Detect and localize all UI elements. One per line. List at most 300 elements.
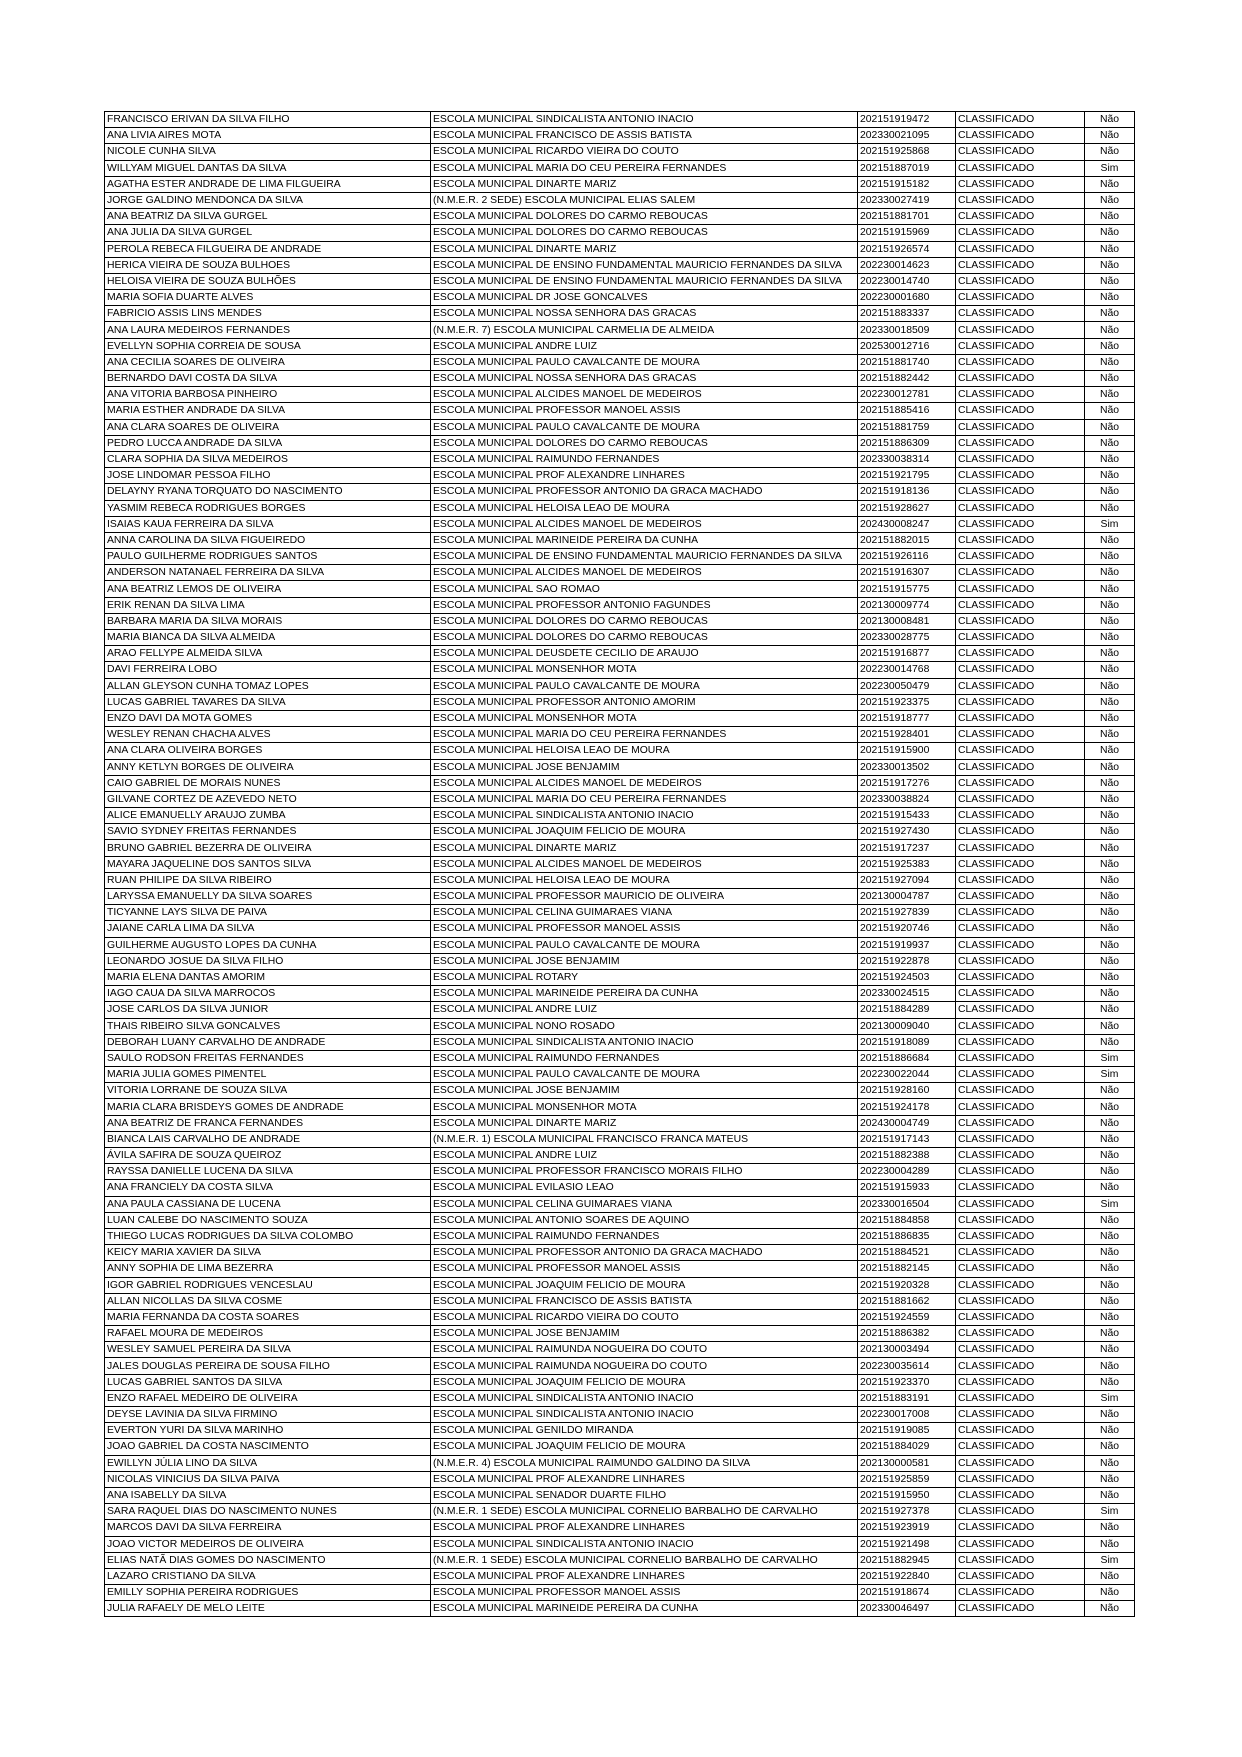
flag-cell: Não bbox=[1085, 791, 1135, 807]
flag-cell: Não bbox=[1085, 419, 1135, 435]
school-name-cell: ESCOLA MUNICIPAL PROF ALEXANDRE LINHARES bbox=[431, 1568, 858, 1584]
student-name-cell: RAFAEL MOURA DE MEDEIROS bbox=[105, 1326, 431, 1342]
registration-number-cell: 202230022044 bbox=[858, 1067, 956, 1083]
status-cell: CLASSIFICADO bbox=[956, 1212, 1085, 1228]
school-name-cell: ESCOLA MUNICIPAL PROFESSOR MAURICIO DE OLIVEIRA bbox=[431, 889, 858, 905]
student-name-cell: CAIO GABRIEL DE MORAIS NUNES bbox=[105, 775, 431, 791]
status-cell: CLASSIFICADO bbox=[956, 1601, 1085, 1617]
school-name-cell: ESCOLA MUNICIPAL DE ENSINO FUNDAMENTAL MAURICIO FERNANDES DA SILVA bbox=[431, 273, 858, 289]
school-name-cell: ESCOLA MUNICIPAL PAULO CAVALCANTE DE MOURA bbox=[431, 419, 858, 435]
school-name-cell: ESCOLA MUNICIPAL CELINA GUIMARAES VIANA bbox=[431, 905, 858, 921]
registration-number-cell: 202151920746 bbox=[858, 921, 956, 937]
status-cell: CLASSIFICADO bbox=[956, 1471, 1085, 1487]
table-row bbox=[105, 532, 1135, 548]
registration-number-cell: 202151884521 bbox=[858, 1245, 956, 1261]
status-cell: CLASSIFICADO bbox=[956, 192, 1085, 208]
student-name-cell: ALLAN GLEYSON CUNHA TOMAZ LOPES bbox=[105, 678, 431, 694]
school-name-cell: ESCOLA MUNICIPAL RAIMUNDO FERNANDES bbox=[431, 451, 858, 467]
table-row bbox=[105, 905, 1135, 921]
student-name-cell: DEBORAH LUANY CARVALHO DE ANDRADE bbox=[105, 1034, 431, 1050]
student-name-cell: ALLAN NICOLLAS DA SILVA COSME bbox=[105, 1293, 431, 1309]
classification-table bbox=[104, 111, 1135, 1617]
student-name-cell: EVELLYN SOPHIA CORREIA DE SOUSA bbox=[105, 338, 431, 354]
flag-cell: Não bbox=[1085, 144, 1135, 160]
table-row bbox=[105, 630, 1135, 646]
school-name-cell: ESCOLA MUNICIPAL NONO ROSADO bbox=[431, 1018, 858, 1034]
student-name-cell: ENZO RAFAEL MEDEIRO DE OLIVEIRA bbox=[105, 1390, 431, 1406]
student-name-cell: JALES DOUGLAS PEREIRA DE SOUSA FILHO bbox=[105, 1358, 431, 1374]
school-name-cell: ESCOLA MUNICIPAL RAIMUNDA NOGUEIRA DO COUTO bbox=[431, 1342, 858, 1358]
student-name-cell: HELOISA VIEIRA DE SOUZA BULHÕES bbox=[105, 273, 431, 289]
school-name-cell: ESCOLA MUNICIPAL NOSSA SENHORA DAS GRACAS bbox=[431, 371, 858, 387]
status-cell: CLASSIFICADO bbox=[956, 306, 1085, 322]
school-name-cell: ESCOLA MUNICIPAL DR JOSE GONCALVES bbox=[431, 290, 858, 306]
student-name-cell: LUAN CALEBE DO NASCIMENTO SOUZA bbox=[105, 1212, 431, 1228]
registration-number-cell: 202151921498 bbox=[858, 1536, 956, 1552]
status-cell: CLASSIFICADO bbox=[956, 209, 1085, 225]
registration-number-cell: 202151886835 bbox=[858, 1228, 956, 1244]
status-cell: CLASSIFICADO bbox=[956, 484, 1085, 500]
flag-cell: Não bbox=[1085, 403, 1135, 419]
status-cell: CLASSIFICADO bbox=[956, 516, 1085, 532]
status-cell: CLASSIFICADO bbox=[956, 225, 1085, 241]
flag-cell: Não bbox=[1085, 694, 1135, 710]
flag-cell: Não bbox=[1085, 1083, 1135, 1099]
student-name-cell: LEONARDO JOSUE DA SILVA FILHO bbox=[105, 953, 431, 969]
status-cell: CLASSIFICADO bbox=[956, 759, 1085, 775]
flag-cell: Sim bbox=[1085, 1390, 1135, 1406]
student-name-cell: WESLEY RENAN CHACHA ALVES bbox=[105, 727, 431, 743]
registration-number-cell: 202151918136 bbox=[858, 484, 956, 500]
registration-number-cell: 202151885416 bbox=[858, 403, 956, 419]
registration-number-cell: 202151925383 bbox=[858, 856, 956, 872]
school-name-cell: (N.M.E.R. 2 SEDE) ESCOLA MUNICIPAL ELIAS SALEM bbox=[431, 192, 858, 208]
flag-cell: Não bbox=[1085, 597, 1135, 613]
status-cell: CLASSIFICADO bbox=[956, 1067, 1085, 1083]
table-row bbox=[105, 1050, 1135, 1066]
student-name-cell: RUAN PHILIPE DA SILVA RIBEIRO bbox=[105, 872, 431, 888]
registration-number-cell: 202230017008 bbox=[858, 1407, 956, 1423]
status-cell: CLASSIFICADO bbox=[956, 1164, 1085, 1180]
table-row bbox=[105, 743, 1135, 759]
student-name-cell: EWILLYN JÚLIA LINO DA SILVA bbox=[105, 1455, 431, 1471]
flag-cell: Sim bbox=[1085, 1050, 1135, 1066]
student-name-cell: JORGE GALDINO MENDONCA DA SILVA bbox=[105, 192, 431, 208]
registration-number-cell: 202151916877 bbox=[858, 646, 956, 662]
school-name-cell: ESCOLA MUNICIPAL ALCIDES MANOEL DE MEDEIROS bbox=[431, 516, 858, 532]
student-name-cell: EMILLY SOPHIA PEREIRA RODRIGUES bbox=[105, 1585, 431, 1601]
school-name-cell: ESCOLA MUNICIPAL MARINEIDE PEREIRA DA CUNHA bbox=[431, 532, 858, 548]
student-name-cell: ANA BEATRIZ LEMOS DE OLIVEIRA bbox=[105, 581, 431, 597]
flag-cell: Não bbox=[1085, 1115, 1135, 1131]
flag-cell: Não bbox=[1085, 257, 1135, 273]
registration-number-cell: 202151886309 bbox=[858, 435, 956, 451]
table-row bbox=[105, 144, 1135, 160]
student-name-cell: DEYSE LAVINIA DA SILVA FIRMINO bbox=[105, 1407, 431, 1423]
table-row bbox=[105, 759, 1135, 775]
flag-cell: Não bbox=[1085, 872, 1135, 888]
registration-number-cell: 202151925859 bbox=[858, 1471, 956, 1487]
flag-cell: Não bbox=[1085, 451, 1135, 467]
status-cell: CLASSIFICADO bbox=[956, 662, 1085, 678]
school-name-cell: ESCOLA MUNICIPAL DINARTE MARIZ bbox=[431, 176, 858, 192]
flag-cell: Não bbox=[1085, 1018, 1135, 1034]
student-name-cell: FRANCISCO ERIVAN DA SILVA FILHO bbox=[105, 112, 431, 128]
student-name-cell: THAIS RIBEIRO SILVA GONCALVES bbox=[105, 1018, 431, 1034]
student-name-cell: ISAIAS KAUA FERREIRA DA SILVA bbox=[105, 516, 431, 532]
student-name-cell: ANDERSON NATANAEL FERREIRA DA SILVA bbox=[105, 565, 431, 581]
table-row bbox=[105, 1002, 1135, 1018]
status-cell: CLASSIFICADO bbox=[956, 791, 1085, 807]
table-row bbox=[105, 986, 1135, 1002]
school-name-cell: ESCOLA MUNICIPAL JOAQUIM FELICIO DE MOURA bbox=[431, 1277, 858, 1293]
status-cell: CLASSIFICADO bbox=[956, 565, 1085, 581]
registration-number-cell: 202151883337 bbox=[858, 306, 956, 322]
status-cell: CLASSIFICADO bbox=[956, 435, 1085, 451]
flag-cell: Não bbox=[1085, 468, 1135, 484]
table-row bbox=[105, 710, 1135, 726]
registration-number-cell: 202330038314 bbox=[858, 451, 956, 467]
table-row bbox=[105, 678, 1135, 694]
student-name-cell: SAULO RODSON FREITAS FERNANDES bbox=[105, 1050, 431, 1066]
school-name-cell: ESCOLA MUNICIPAL JOAQUIM FELICIO DE MOURA bbox=[431, 1439, 858, 1455]
student-name-cell: JOSE LINDOMAR PESSOA FILHO bbox=[105, 468, 431, 484]
school-name-cell: ESCOLA MUNICIPAL RAIMUNDO FERNANDES bbox=[431, 1050, 858, 1066]
flag-cell: Não bbox=[1085, 1601, 1135, 1617]
flag-cell: Não bbox=[1085, 532, 1135, 548]
registration-number-cell: 202151928160 bbox=[858, 1083, 956, 1099]
student-name-cell: AGATHA ESTER ANDRADE DE LIMA FILGUEIRA bbox=[105, 176, 431, 192]
school-name-cell: ESCOLA MUNICIPAL SENADOR DUARTE FILHO bbox=[431, 1487, 858, 1503]
student-name-cell: ÁVILA SAFIRA DE SOUZA QUEIROZ bbox=[105, 1148, 431, 1164]
student-name-cell: ANA BEATRIZ DA SILVA GURGEL bbox=[105, 209, 431, 225]
school-name-cell: ESCOLA MUNICIPAL PROFESSOR MANOEL ASSIS bbox=[431, 1261, 858, 1277]
table-row bbox=[105, 257, 1135, 273]
table-row bbox=[105, 322, 1135, 338]
table-row bbox=[105, 824, 1135, 840]
school-name-cell: ESCOLA MUNICIPAL SINDICALISTA ANTONIO INACIO bbox=[431, 1034, 858, 1050]
table-row bbox=[105, 969, 1135, 985]
table-row bbox=[105, 1423, 1135, 1439]
school-name-cell: ESCOLA MUNICIPAL DOLORES DO CARMO REBOUCAS bbox=[431, 225, 858, 241]
table-row bbox=[105, 419, 1135, 435]
table-row bbox=[105, 840, 1135, 856]
school-name-cell: ESCOLA MUNICIPAL MONSENHOR MOTA bbox=[431, 662, 858, 678]
registration-number-cell: 202151882442 bbox=[858, 371, 956, 387]
flag-cell: Não bbox=[1085, 1293, 1135, 1309]
flag-cell: Não bbox=[1085, 1099, 1135, 1115]
registration-number-cell: 202151922840 bbox=[858, 1568, 956, 1584]
flag-cell: Não bbox=[1085, 1261, 1135, 1277]
table-row bbox=[105, 1601, 1135, 1617]
student-name-cell: VITORIA LORRANE DE SOUZA SILVA bbox=[105, 1083, 431, 1099]
table-row bbox=[105, 1164, 1135, 1180]
student-name-cell: ENZO DAVI DA MOTA GOMES bbox=[105, 710, 431, 726]
table-row bbox=[105, 1277, 1135, 1293]
registration-number-cell: 202151916307 bbox=[858, 565, 956, 581]
status-cell: CLASSIFICADO bbox=[956, 451, 1085, 467]
school-name-cell: ESCOLA MUNICIPAL ANDRE LUIZ bbox=[431, 338, 858, 354]
registration-number-cell: 202151922878 bbox=[858, 953, 956, 969]
school-name-cell: ESCOLA MUNICIPAL SINDICALISTA ANTONIO INACIO bbox=[431, 112, 858, 128]
status-cell: CLASSIFICADO bbox=[956, 1083, 1085, 1099]
status-cell: CLASSIFICADO bbox=[956, 808, 1085, 824]
school-name-cell: ESCOLA MUNICIPAL PAULO CAVALCANTE DE MOURA bbox=[431, 937, 858, 953]
registration-number-cell: 202151915900 bbox=[858, 743, 956, 759]
school-name-cell: ESCOLA MUNICIPAL ALCIDES MANOEL DE MEDEIROS bbox=[431, 565, 858, 581]
registration-number-cell: 202151884029 bbox=[858, 1439, 956, 1455]
school-name-cell: (N.M.E.R. 1 SEDE) ESCOLA MUNICIPAL CORNELIO BARBALHO DE CARVALHO bbox=[431, 1552, 858, 1568]
registration-number-cell: 202151927094 bbox=[858, 872, 956, 888]
student-name-cell: MARIA JULIA GOMES PIMENTEL bbox=[105, 1067, 431, 1083]
student-name-cell: SARA RAQUEL DIAS DO NASCIMENTO NUNES bbox=[105, 1504, 431, 1520]
student-name-cell: ANA ISABELLY DA SILVA bbox=[105, 1487, 431, 1503]
table-row bbox=[105, 387, 1135, 403]
table-row bbox=[105, 1212, 1135, 1228]
flag-cell: Não bbox=[1085, 354, 1135, 370]
status-cell: CLASSIFICADO bbox=[956, 1277, 1085, 1293]
flag-cell: Não bbox=[1085, 937, 1135, 953]
student-name-cell: BIANCA LAIS CARVALHO DE ANDRADE bbox=[105, 1131, 431, 1147]
school-name-cell: ESCOLA MUNICIPAL SINDICALISTA ANTONIO INACIO bbox=[431, 1407, 858, 1423]
student-name-cell: IGOR GABRIEL RODRIGUES VENCESLAU bbox=[105, 1277, 431, 1293]
registration-number-cell: 202151918674 bbox=[858, 1585, 956, 1601]
table-row bbox=[105, 1390, 1135, 1406]
status-cell: CLASSIFICADO bbox=[956, 1131, 1085, 1147]
table-row bbox=[105, 500, 1135, 516]
flag-cell: Não bbox=[1085, 225, 1135, 241]
school-name-cell: ESCOLA MUNICIPAL HELOISA LEAO DE MOURA bbox=[431, 872, 858, 888]
school-name-cell: ESCOLA MUNICIPAL PROF ALEXANDRE LINHARES bbox=[431, 468, 858, 484]
student-name-cell: MARIA ELENA DANTAS AMORIM bbox=[105, 969, 431, 985]
student-name-cell: LUCAS GABRIEL TAVARES DA SILVA bbox=[105, 694, 431, 710]
school-name-cell: ESCOLA MUNICIPAL RAIMUNDA NOGUEIRA DO COUTO bbox=[431, 1358, 858, 1374]
flag-cell: Não bbox=[1085, 759, 1135, 775]
flag-cell: Não bbox=[1085, 840, 1135, 856]
flag-cell: Não bbox=[1085, 986, 1135, 1002]
table-row bbox=[105, 1439, 1135, 1455]
table-row bbox=[105, 1148, 1135, 1164]
flag-cell: Não bbox=[1085, 969, 1135, 985]
registration-number-cell: 202151887019 bbox=[858, 160, 956, 176]
registration-number-cell: 202230001680 bbox=[858, 290, 956, 306]
student-name-cell: ANA LAURA MEDEIROS FERNANDES bbox=[105, 322, 431, 338]
status-cell: CLASSIFICADO bbox=[956, 144, 1085, 160]
table-row bbox=[105, 1455, 1135, 1471]
status-cell: CLASSIFICADO bbox=[956, 986, 1085, 1002]
table-row bbox=[105, 306, 1135, 322]
table-row bbox=[105, 565, 1135, 581]
table-row bbox=[105, 1568, 1135, 1584]
school-name-cell: ESCOLA MUNICIPAL PROFESSOR MANOEL ASSIS bbox=[431, 921, 858, 937]
flag-cell: Não bbox=[1085, 387, 1135, 403]
school-name-cell: ESCOLA MUNICIPAL PROF ALEXANDRE LINHARES bbox=[431, 1471, 858, 1487]
table-row bbox=[105, 727, 1135, 743]
table-row bbox=[105, 1115, 1135, 1131]
table-row bbox=[105, 112, 1135, 128]
registration-number-cell: 202151927430 bbox=[858, 824, 956, 840]
school-name-cell: ESCOLA MUNICIPAL PROFESSOR ANTONIO FAGUNDES bbox=[431, 597, 858, 613]
registration-number-cell: 202151927378 bbox=[858, 1504, 956, 1520]
student-name-cell: BERNARDO DAVI COSTA DA SILVA bbox=[105, 371, 431, 387]
school-name-cell: ESCOLA MUNICIPAL FRANCISCO DE ASSIS BATISTA bbox=[431, 128, 858, 144]
student-name-cell: MARIA CLARA BRISDEYS GOMES DE ANDRADE bbox=[105, 1099, 431, 1115]
status-cell: CLASSIFICADO bbox=[956, 468, 1085, 484]
status-cell: CLASSIFICADO bbox=[956, 921, 1085, 937]
registration-number-cell: 202151920328 bbox=[858, 1277, 956, 1293]
flag-cell: Não bbox=[1085, 338, 1135, 354]
school-name-cell: ESCOLA MUNICIPAL DOLORES DO CARMO REBOUCAS bbox=[431, 435, 858, 451]
school-name-cell: ESCOLA MUNICIPAL PAULO CAVALCANTE DE MOURA bbox=[431, 354, 858, 370]
registration-number-cell: 202151882388 bbox=[858, 1148, 956, 1164]
school-name-cell: ESCOLA MUNICIPAL DEUSDETE CECILIO DE ARAUJO bbox=[431, 646, 858, 662]
student-name-cell: LARYSSA EMANUELLY DA SILVA SOARES bbox=[105, 889, 431, 905]
school-name-cell: ESCOLA MUNICIPAL JOAQUIM FELICIO DE MOURA bbox=[431, 1374, 858, 1390]
school-name-cell: ESCOLA MUNICIPAL HELOISA LEAO DE MOURA bbox=[431, 500, 858, 516]
flag-cell: Não bbox=[1085, 1212, 1135, 1228]
registration-number-cell: 202151919085 bbox=[858, 1423, 956, 1439]
table-row bbox=[105, 176, 1135, 192]
status-cell: CLASSIFICADO bbox=[956, 1034, 1085, 1050]
flag-cell: Não bbox=[1085, 953, 1135, 969]
status-cell: CLASSIFICADO bbox=[956, 905, 1085, 921]
flag-cell: Não bbox=[1085, 1568, 1135, 1584]
status-cell: CLASSIFICADO bbox=[956, 1568, 1085, 1584]
status-cell: CLASSIFICADO bbox=[956, 549, 1085, 565]
status-cell: CLASSIFICADO bbox=[956, 322, 1085, 338]
registration-number-cell: 202151881740 bbox=[858, 354, 956, 370]
school-name-cell: ESCOLA MUNICIPAL JOSE BENJAMIM bbox=[431, 1326, 858, 1342]
flag-cell: Não bbox=[1085, 128, 1135, 144]
table-row bbox=[105, 1342, 1135, 1358]
student-name-cell: PEROLA REBECA FILGUEIRA DE ANDRADE bbox=[105, 241, 431, 257]
status-cell: CLASSIFICADO bbox=[956, 257, 1085, 273]
status-cell: CLASSIFICADO bbox=[956, 1245, 1085, 1261]
table-row bbox=[105, 662, 1135, 678]
registration-number-cell: 202230014740 bbox=[858, 273, 956, 289]
flag-cell: Não bbox=[1085, 630, 1135, 646]
status-cell: CLASSIFICADO bbox=[956, 1374, 1085, 1390]
status-cell: CLASSIFICADO bbox=[956, 1536, 1085, 1552]
school-name-cell: ESCOLA MUNICIPAL MONSENHOR MOTA bbox=[431, 1099, 858, 1115]
flag-cell: Não bbox=[1085, 1374, 1135, 1390]
status-cell: CLASSIFICADO bbox=[956, 273, 1085, 289]
flag-cell: Não bbox=[1085, 1520, 1135, 1536]
flag-cell: Não bbox=[1085, 1439, 1135, 1455]
registration-number-cell: 202330021095 bbox=[858, 128, 956, 144]
flag-cell: Não bbox=[1085, 1164, 1135, 1180]
school-name-cell: ESCOLA MUNICIPAL PROFESSOR FRANCISCO MORAIS FILHO bbox=[431, 1164, 858, 1180]
flag-cell: Não bbox=[1085, 290, 1135, 306]
school-name-cell: ESCOLA MUNICIPAL PROFESSOR ANTONIO DA GRACA MACHADO bbox=[431, 484, 858, 500]
school-name-cell: ESCOLA MUNICIPAL ANDRE LUIZ bbox=[431, 1148, 858, 1164]
table-row bbox=[105, 209, 1135, 225]
table-row bbox=[105, 1536, 1135, 1552]
registration-number-cell: 202151881701 bbox=[858, 209, 956, 225]
table-row bbox=[105, 1083, 1135, 1099]
status-cell: CLASSIFICADO bbox=[956, 1002, 1085, 1018]
status-cell: CLASSIFICADO bbox=[956, 1309, 1085, 1325]
flag-cell: Não bbox=[1085, 727, 1135, 743]
flag-cell: Não bbox=[1085, 646, 1135, 662]
status-cell: CLASSIFICADO bbox=[956, 1050, 1085, 1066]
table-row bbox=[105, 597, 1135, 613]
table-row bbox=[105, 1520, 1135, 1536]
registration-number-cell: 202151928627 bbox=[858, 500, 956, 516]
table-row bbox=[105, 1407, 1135, 1423]
status-cell: CLASSIFICADO bbox=[956, 1552, 1085, 1568]
flag-cell: Sim bbox=[1085, 160, 1135, 176]
flag-cell: Não bbox=[1085, 1228, 1135, 1244]
status-cell: CLASSIFICADO bbox=[956, 1115, 1085, 1131]
flag-cell: Não bbox=[1085, 549, 1135, 565]
school-name-cell: ESCOLA MUNICIPAL MARIA DO CEU PEREIRA FERNANDES bbox=[431, 791, 858, 807]
school-name-cell: ESCOLA MUNICIPAL DINARTE MARIZ bbox=[431, 1115, 858, 1131]
student-name-cell: GUILHERME AUGUSTO LOPES DA CUNHA bbox=[105, 937, 431, 953]
table-body bbox=[105, 112, 1135, 1617]
flag-cell: Não bbox=[1085, 743, 1135, 759]
registration-number-cell: 202151882945 bbox=[858, 1552, 956, 1568]
table-row bbox=[105, 241, 1135, 257]
table-row bbox=[105, 128, 1135, 144]
table-row bbox=[105, 192, 1135, 208]
status-cell: CLASSIFICADO bbox=[956, 500, 1085, 516]
table-row bbox=[105, 872, 1135, 888]
registration-number-cell: 202151923919 bbox=[858, 1520, 956, 1536]
status-cell: CLASSIFICADO bbox=[956, 176, 1085, 192]
school-name-cell: ESCOLA MUNICIPAL DINARTE MARIZ bbox=[431, 840, 858, 856]
student-name-cell: IAGO CAUA DA SILVA MARROCOS bbox=[105, 986, 431, 1002]
registration-number-cell: 202330024515 bbox=[858, 986, 956, 1002]
registration-number-cell: 202151924559 bbox=[858, 1309, 956, 1325]
flag-cell: Não bbox=[1085, 613, 1135, 629]
table-row bbox=[105, 1374, 1135, 1390]
status-cell: CLASSIFICADO bbox=[956, 1390, 1085, 1406]
status-cell: CLASSIFICADO bbox=[956, 613, 1085, 629]
school-name-cell: ESCOLA MUNICIPAL MARIA DO CEU PEREIRA FERNANDES bbox=[431, 727, 858, 743]
table-row bbox=[105, 484, 1135, 500]
status-cell: CLASSIFICADO bbox=[956, 403, 1085, 419]
table-row bbox=[105, 808, 1135, 824]
flag-cell: Sim bbox=[1085, 1552, 1135, 1568]
registration-number-cell: 202151923375 bbox=[858, 694, 956, 710]
flag-cell: Não bbox=[1085, 1471, 1135, 1487]
student-name-cell: GILVANE CORTEZ DE AZEVEDO NETO bbox=[105, 791, 431, 807]
school-name-cell: ESCOLA MUNICIPAL FRANCISCO DE ASSIS BATISTA bbox=[431, 1293, 858, 1309]
registration-number-cell: 202151883191 bbox=[858, 1390, 956, 1406]
status-cell: CLASSIFICADO bbox=[956, 710, 1085, 726]
status-cell: CLASSIFICADO bbox=[956, 1180, 1085, 1196]
student-name-cell: RAYSSA DANIELLE LUCENA DA SILVA bbox=[105, 1164, 431, 1180]
student-name-cell: PAULO GUILHERME RODRIGUES SANTOS bbox=[105, 549, 431, 565]
school-name-cell: ESCOLA MUNICIPAL SINDICALISTA ANTONIO INACIO bbox=[431, 1536, 858, 1552]
registration-number-cell: 202151882145 bbox=[858, 1261, 956, 1277]
registration-number-cell: 202151915775 bbox=[858, 581, 956, 597]
student-name-cell: ANA CLARA OLIVEIRA BORGES bbox=[105, 743, 431, 759]
registration-number-cell: 202130000581 bbox=[858, 1455, 956, 1471]
status-cell: CLASSIFICADO bbox=[956, 840, 1085, 856]
status-cell: CLASSIFICADO bbox=[956, 775, 1085, 791]
status-cell: CLASSIFICADO bbox=[956, 953, 1085, 969]
registration-number-cell: 202230012781 bbox=[858, 387, 956, 403]
student-name-cell: SAVIO SYDNEY FREITAS FERNANDES bbox=[105, 824, 431, 840]
student-name-cell: KEICY MARIA XAVIER DA SILVA bbox=[105, 1245, 431, 1261]
table-row bbox=[105, 516, 1135, 532]
registration-number-cell: 202151919937 bbox=[858, 937, 956, 953]
school-name-cell: (N.M.E.R. 1 SEDE) ESCOLA MUNICIPAL CORNELIO BARBALHO DE CARVALHO bbox=[431, 1504, 858, 1520]
flag-cell: Não bbox=[1085, 1245, 1135, 1261]
flag-cell: Não bbox=[1085, 241, 1135, 257]
